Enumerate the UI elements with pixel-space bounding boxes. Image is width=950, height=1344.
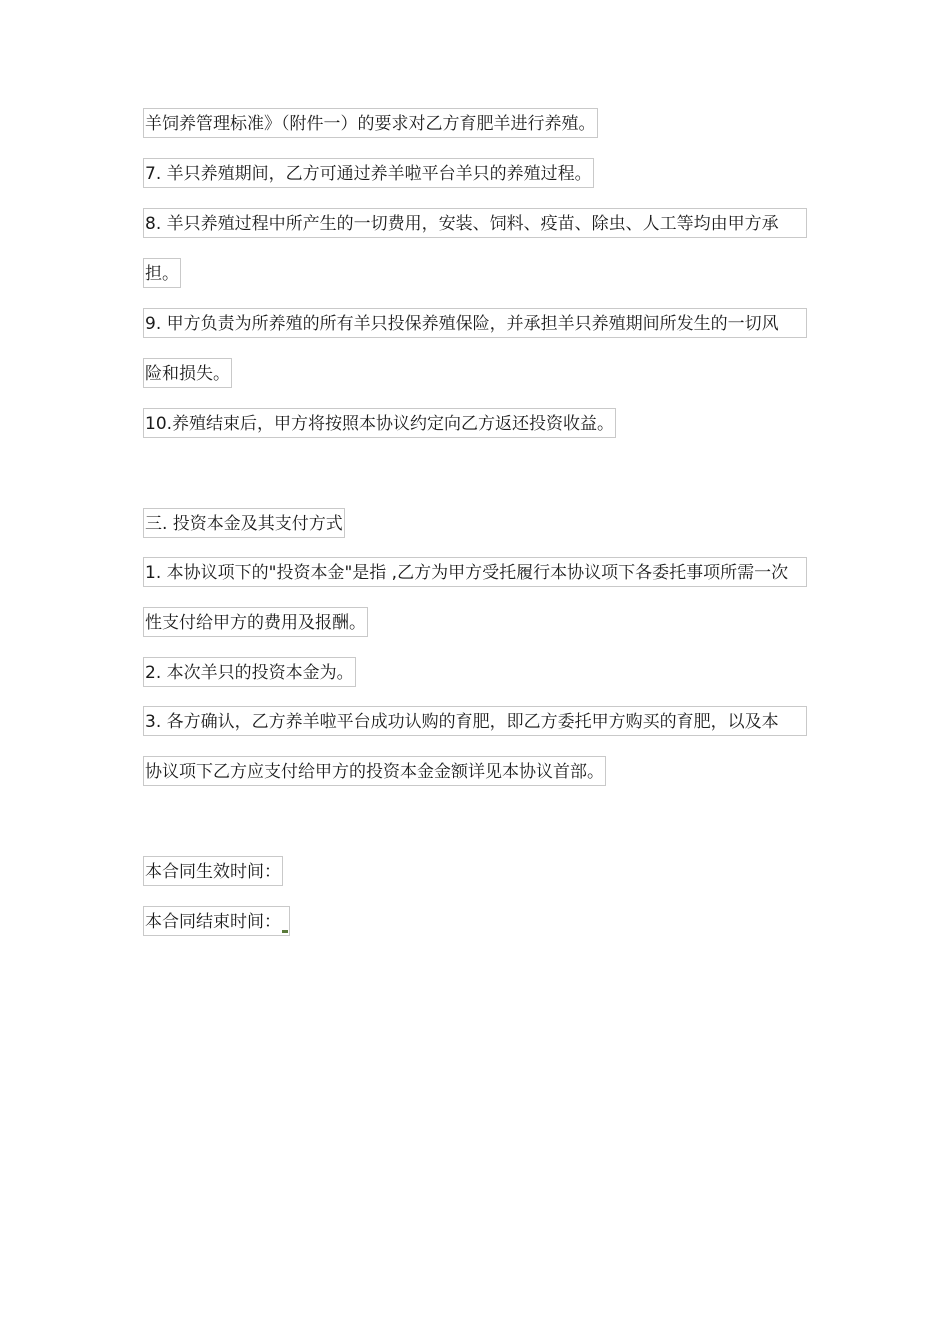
text-line-item-10: 10.养殖结束后，甲方将按照本协议约定向乙方返还投资收益。 [143,408,616,438]
text-line-item-7: 7. 羊只养殖期间，乙方可通过养羊啦平台羊只的养殖过程。 [143,158,594,188]
contract-end-time: 本合同结束时间： [145,912,281,932]
text-line-clause-1: 1. 本协议项下的"投资本金"是指 ,乙方为甲方受托履行本协议项下各委托事项所需一次 [143,557,807,587]
text-line-item-8: 8. 羊只养殖过程中所产生的一切费用，安装、饲料、疫苗、除虫、人工等均由甲方承 [143,208,807,238]
text-line-clause-2: 2. 本次羊只的投资本金为。 [143,657,356,687]
text-line-item-8-cont: 担。 [143,258,181,288]
section-heading-3: 三. 投资本金及其支付方式 [143,508,345,538]
text-line-clause-3-cont: 协议项下乙方应支付给甲方的投资本金金额详见本协议首部。 [143,756,606,786]
contract-effective-time: 本合同生效时间： [143,856,283,886]
text-line-item-9-cont: 险和损失。 [143,358,232,388]
text-line-item-9: 9. 甲方负责为所养殖的所有羊只投保养殖保险，并承担羊只养殖期间所发生的一切风 [143,308,807,338]
text-line-standard: 羊饲养管理标准》（附件一）的要求对乙方育肥羊进行养殖。 [143,108,598,138]
text-line-clause-3: 3. 各方确认，乙方养羊啦平台成功认购的育肥，即乙方委托甲方购买的育肥，以及本 [143,706,807,736]
text-cursor-icon [282,930,288,933]
text-line-clause-1-cont: 性支付给甲方的费用及报酬。 [143,607,368,637]
contract-end-time-line [143,906,290,936]
